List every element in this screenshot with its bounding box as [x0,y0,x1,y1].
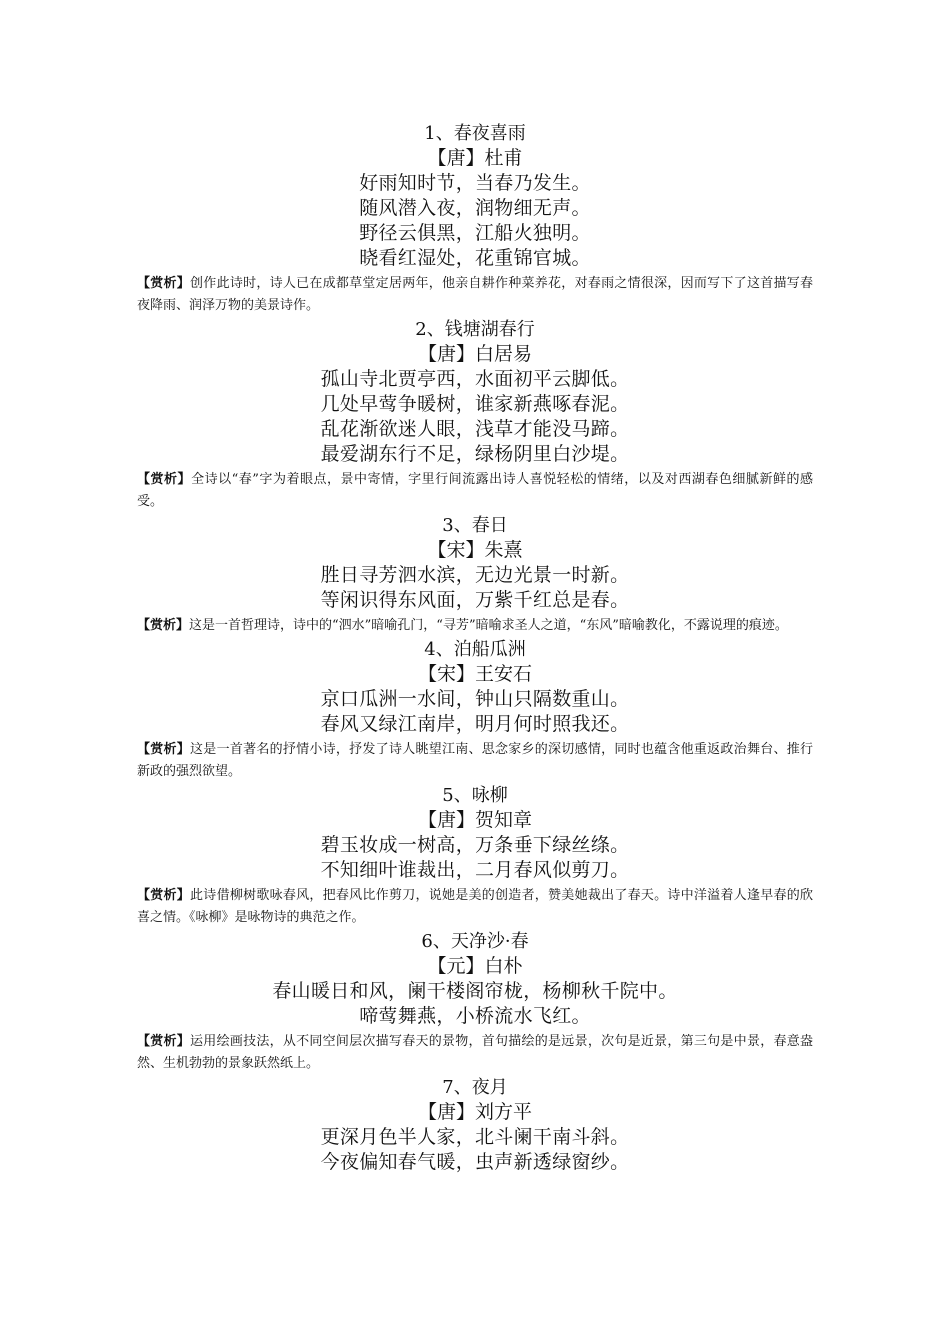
note-text: 这是一首著名的抒情小诗，抒发了诗人眺望江南、思念家乡的深切感情，同时也蕴含他重返政治舞台、推行新政的强烈欲望。 [137,742,813,779]
poem-line: 最爱湖东行不足，绿杨阴里白沙堤。 [320,443,630,465]
poem-line: 胜日寻芳泗水滨，无边光景一时新。 [320,564,630,586]
poem-6 [137,929,813,1075]
poem-note [137,739,813,783]
poem-line: 春山暖日和风，阑干楼阁帘栊，杨柳秋千院中。 [272,980,678,1002]
poem-note [137,615,813,637]
note-label: 【赏析】 [137,888,191,903]
poem-author: 【元】白朴 [427,955,523,977]
poem-line: 几处早莺争暖树，谁家新燕啄春泥。 [320,393,630,415]
poem-line: 野径云俱黑，江船火独明。 [359,222,591,244]
poem-line: 京口瓜洲一水间，钟山只隔数重山。 [320,688,630,710]
poem-title: 5、咏柳 [442,785,508,806]
poem-line: 不知细叶谁裁出，二月春风似剪刀。 [320,859,630,881]
poem-3 [137,513,813,637]
note-text: 这是一首哲理诗，诗中的“泗水”暗喻孔门，“寻芳”暗喻求圣人之道，“东风”暗喻教化，不露说理的痕迹。 [189,618,788,633]
poem-1 [137,121,813,317]
poem-author: 【唐】杜甫 [427,147,523,169]
poem-line: 好雨知时节，当春乃发生。 [359,172,591,194]
poem-author: 【宋】朱熹 [427,539,523,561]
poem-5 [137,783,813,929]
document-page [137,121,813,1175]
note-text: 运用绘画技法，从不同空间层次描写春天的景物，首句描绘的是远景，次句是近景，第三句是中景，春意盎然、生机勃勃的景象跃然纸上。 [137,1034,813,1071]
poem-title: 4、泊船瓜洲 [424,639,526,660]
poem-author: 【宋】王安石 [417,663,532,685]
poem-line: 更深月色半人家，北斗阑干南斗斜。 [320,1126,630,1148]
note-label: 【赏析】 [137,618,190,633]
poem-line: 孤山寺北贾亭西，水面初平云脚低。 [320,368,630,390]
note-text: 此诗借柳树歌咏春风，把春风比作剪刀，说她是美的创造者，赞美她裁出了春天。诗中洋溢着人逢早春的欣喜之情。《咏柳》是咏物诗的典范之作。 [137,888,813,925]
poem-4 [137,637,813,783]
poem-title: 6、天净沙·春 [421,931,529,952]
note-text: 全诗以“春”字为着眼点，景中寄情，字里行间流露出诗人喜悦轻松的情绪，以及对西湖春色细腻新鲜的感受。 [137,472,813,509]
note-label: 【赏析】 [137,472,192,487]
poem-title: 3、春日 [442,515,508,536]
poem-line: 等闲识得东风面，万紫千红总是春。 [320,589,630,611]
poem-line: 啼莺舞燕，小桥流水飞红。 [359,1005,591,1027]
poem-author: 【唐】刘方平 [417,1101,532,1123]
poem-author: 【唐】贺知章 [417,809,532,831]
poem-note [137,885,813,929]
poem-author: 【唐】白居易 [417,343,532,365]
poem-2 [137,317,813,513]
poem-line: 今夜偏知春气暖，虫声新透绿窗纱。 [320,1151,630,1173]
poem-line: 春风又绿江南岸，明月何时照我还。 [320,713,630,735]
poem-line: 晓看红湿处，花重锦官城。 [359,247,591,269]
poem-title: 1、春夜喜雨 [424,123,526,144]
note-label: 【赏析】 [137,276,191,291]
note-text: 创作此诗时，诗人已在成都草堂定居两年，他亲自耕作种菜养花，对春雨之情很深，因而写下了这首描写春夜降雨、润泽万物的美景诗作。 [137,276,813,313]
poem-7 [137,1075,813,1175]
poem-note [137,469,813,513]
poem-line: 乱花渐欲迷人眼，浅草才能没马蹄。 [320,418,630,440]
poem-line: 随风潜入夜，润物细无声。 [359,197,591,219]
poem-title: 7、夜月 [442,1077,508,1098]
poem-note [137,273,813,317]
note-label: 【赏析】 [137,742,191,757]
poem-title: 2、钱塘湖春行 [415,319,535,340]
note-label: 【赏析】 [137,1034,191,1049]
poem-note [137,1031,813,1075]
poem-line: 碧玉妆成一树高，万条垂下绿丝绦。 [320,834,630,856]
